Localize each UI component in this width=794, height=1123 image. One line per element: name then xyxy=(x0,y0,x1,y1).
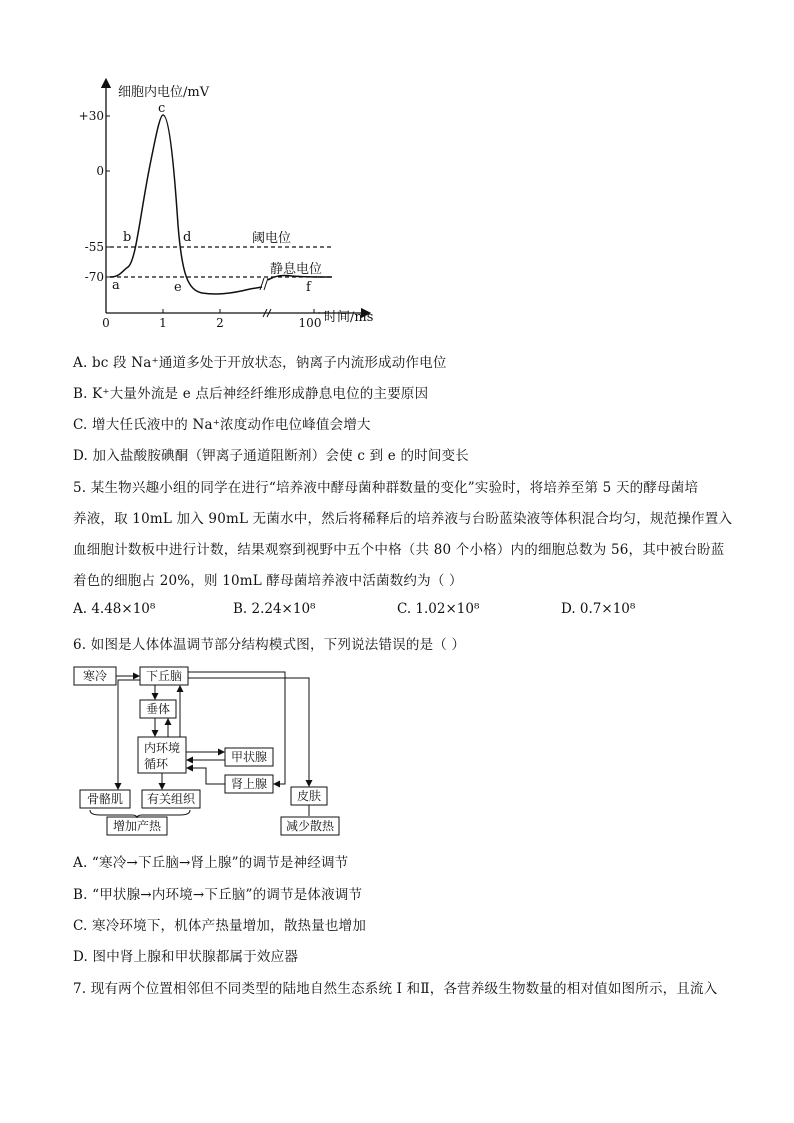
skeletal-muscle-label: 骨骼肌 xyxy=(86,792,124,806)
q5-option-d: D. 0.7×10⁸ xyxy=(561,601,636,617)
adrenal-label: 肾上腺 xyxy=(230,777,268,791)
cold-label: 寒冷 xyxy=(82,669,108,683)
option-letter: A. xyxy=(73,355,88,371)
point-label-e: e xyxy=(174,280,182,295)
q5-option-b: B. 2.24×10⁸ xyxy=(233,601,316,617)
increase-heat-label: 增加产热 xyxy=(112,819,162,833)
option-text: 增大任氏液中的 Na⁺浓度动作电位峰值会增大 xyxy=(92,417,371,433)
internal-env-label: 内环境 xyxy=(143,741,181,755)
y-axis-label: 细胞内电位/mV xyxy=(118,85,210,100)
x-tick-label: 1 xyxy=(159,316,167,330)
q5-options xyxy=(73,601,733,621)
q5-stem-line: 养液，取 10mL 加入 90mL 无菌水中，然后将稀释后的培养液与台盼蓝染液等体积混合均匀，规范操作置入 xyxy=(73,511,733,527)
q6-stem: 6. 如图是人体体温调节部分结构模式图，下列说法错误的是（ ） xyxy=(73,637,466,653)
pituitary-label: 垂体 xyxy=(145,702,171,716)
reduce-heat-label: 减少散热 xyxy=(285,819,335,833)
threshold-label: 阈电位 xyxy=(252,231,292,246)
q4-option-d xyxy=(73,444,469,464)
x-tick-label: 0 xyxy=(102,316,110,330)
q4-option-a xyxy=(73,351,447,371)
y-tick-label: +30 xyxy=(78,109,104,123)
q4-option-b xyxy=(73,382,428,402)
x-axis-label: 时间/ms xyxy=(324,310,374,325)
q4-option-c xyxy=(73,413,371,433)
q5-option-c: C. 1.02×10⁸ xyxy=(397,601,480,617)
option-text: 加入盐酸胺碘酮（钾离子通道阻断剂）会使 c 到 e 的时间变长 xyxy=(92,448,469,464)
q6-option-a: A. “寒冷→下丘脑→肾上腺”的调节是神经调节 xyxy=(73,855,349,871)
y-tick-label: -55 xyxy=(84,240,104,254)
x-tick-label: 100 xyxy=(298,316,322,330)
x-tick-label: 2 xyxy=(216,316,224,330)
q7-stem: 7. 现有两个位置相邻但不同类型的陆地自然生态系统 I 和Ⅱ，各营养级生物数量的相对值如图所示，且流入 xyxy=(73,981,718,997)
thyroid-label: 甲状腺 xyxy=(230,750,268,764)
hypothalamus-label: 下丘脑 xyxy=(145,669,183,683)
q5-stem-line: 血细胞计数板中进行计数，结果观察到视野中五个中格（共 80 个小格）内的细胞总数为 56，其中被台盼蓝 xyxy=(73,542,725,558)
action-potential-figure xyxy=(70,75,390,335)
point-label-b: b xyxy=(123,230,132,245)
point-label-a: a xyxy=(112,278,120,293)
action-potential-curve xyxy=(110,115,262,294)
y-tick-label: 0 xyxy=(96,164,104,178)
option-text: bc 段 Na⁺通道多处于开放状态，钠离子内流形成动作电位 xyxy=(91,355,447,371)
q6-option-b: B. “甲状腺→内环境→下丘脑”的调节是体液调节 xyxy=(73,887,363,903)
resting-label: 静息电位 xyxy=(270,262,323,277)
circulation-label: 循环 xyxy=(143,757,169,771)
q5-stem-line: 5. 某生物兴趣小组的同学在进行“培养液中酵母菌种群数量的变化”实验时，将培养至第 5 天的酵母菌培 xyxy=(73,480,699,496)
q5-option-a: A. 4.48×10⁸ xyxy=(73,601,156,617)
y-tick-label: -70 xyxy=(84,270,104,284)
thermoregulation-diagram xyxy=(70,660,350,840)
related-tissue-label: 有关组织 xyxy=(146,792,196,806)
point-label-c: c xyxy=(158,101,166,116)
point-label-d: d xyxy=(183,230,192,245)
option-letter: C. xyxy=(73,417,88,433)
skin-label: 皮肤 xyxy=(296,789,322,803)
q6-option-c: C. 寒冷环境下，机体产热量增加，散热量也增加 xyxy=(73,918,367,934)
point-label-f: f xyxy=(306,280,311,295)
q5-stem-line: 着色的细胞占 20%，则 10mL 酵母菌培养液中活菌数约为（ ） xyxy=(73,573,463,589)
option-text: K⁺大量外流是 e 点后神经纤维形成静息电位的主要原因 xyxy=(92,386,429,402)
option-letter: D. xyxy=(73,448,89,464)
q6-option-d: D. 图中肾上腺和甲状腺都属于效应器 xyxy=(73,949,299,965)
option-letter: B. xyxy=(73,386,88,402)
